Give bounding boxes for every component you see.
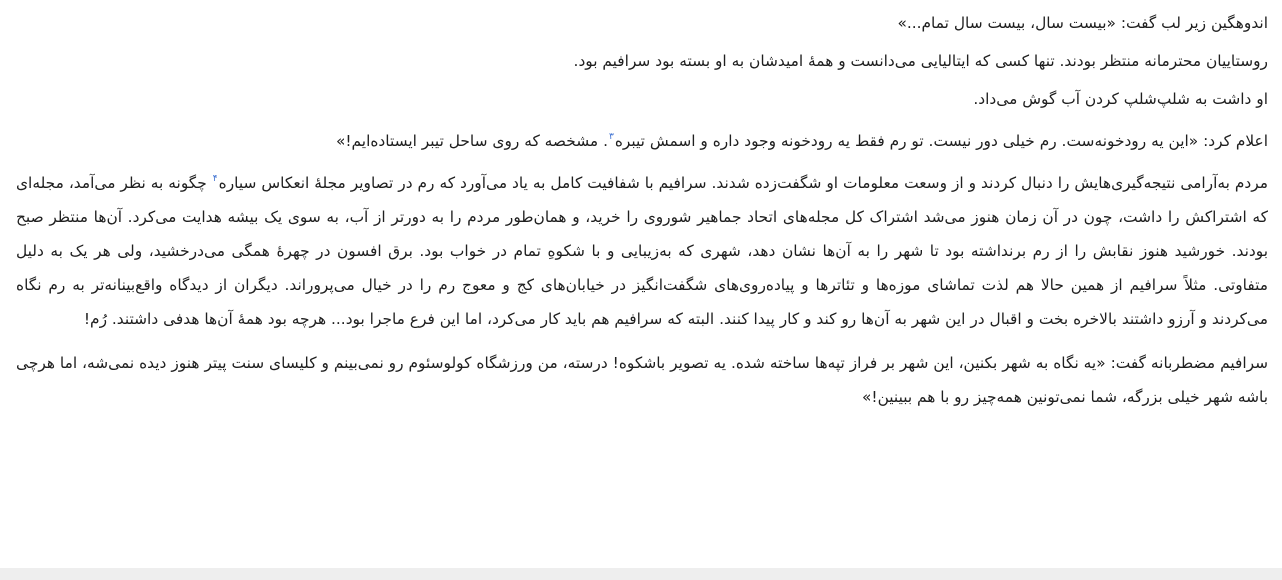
paragraph-text: روستاییان محترمانه منتظر بودند. تنها کسی که ایتالیایی می‌دانست و همهٔ امیدشان به او بسته بود سرافیم بود. [573,52,1268,70]
paragraph-4 [16,120,1268,158]
paragraph-text: او داشت به شلپ‌شلپ کردن آب گوش می‌داد. [973,90,1268,108]
bottom-scroll-strip [0,568,1282,580]
paragraph-text: اعلام کرد: «این یه رودخونه‌ست. رم خیلی دور نیست. تو رم فقط یه رودخونه وجود داره و اسمش تیبره [614,132,1268,150]
paragraph-text: چگونه به نظر می‌آمد، مجله‌ای که اشتراکش را داشت، چون در آن زمان هنوز می‌شد اشتراک کل مجله‌های اتحاد جماهیر شوروی را خرید، و همان‌طور مردم را به دورتر از آب، به سوی یک بیشه هدایت می‌کرد. آن‌ها منتظر صبح بودند. خورشید هنوز نقابش را از رم برنداشته بود تا شهر را به آن‌ها نشان دهد، شهری که به‌زیبایی و با شکوهِ تمام در خواب بود. برق افسون در چهرهٔ همگی می‌درخشید، ولی هر یک به دلیل متفاوتی. مثلاً سرافیم از همین حالا هم لذت تماشای موزه‌ها و تئاترها و پیاده‌روی‌های شگفت‌انگیز در خیابان‌های کج و معوج رم را در خیال می‌پروراند. دیگران از دیدگاه واقع‌بینانه‌تر به رم نگاه می‌کردند و آرزو داشتند بالاخره بخت و اقبال در این شهر به آن‌ها رو کند و کار پیدا کنند. البته که سرافیم هم باید کار می‌کرد، اما این فرع ماجرا بود... هرچه بود همهٔ آن‌ها هدفی داشتند. رُم! [16,174,1268,328]
paragraph-text: . مشخصه که روی ساحل تیبر ایستاده‌ایم!» [335,132,608,150]
paragraph-5 [16,162,1268,336]
paragraph-3 [16,82,1268,116]
footnote-link-4[interactable]: ۴ [212,174,218,184]
paragraph-1 [16,6,1268,40]
paragraph-text: سرافیم مضطربانه گفت: «یه نگاه به شهر بکنین، این شهر بر فراز تپه‌ها ساخته شده. یه تصویر باشکوه! درسته، من ورزشگاه کولوسئوم رو نمی‌بینم و کلیسای سنت پیتر هنوز دیده نمی‌شه، اما هرچی باشه شهر خیلی بزرگه، شما نمی‌تونین همه‌چیز رو با هم ببینین!» [16,354,1268,406]
paragraph-text: اندوهگین زیر لب گفت: «بیست سال، بیست سال تمام...» [897,14,1268,32]
paragraph-6 [16,346,1268,414]
paragraph-2 [16,44,1268,78]
footnote-link-3[interactable]: ۳ [608,132,614,142]
paragraph-text: مردم به‌آرامی نتیجه‌گیری‌هایش را دنبال کردند و از وسعت معلومات او شگفت‌زده شدند. سرافیم با شفافیت کامل به یاد می‌آورد که رم در تصاویر مجلهٔ انعکاس سیاره [218,174,1269,192]
